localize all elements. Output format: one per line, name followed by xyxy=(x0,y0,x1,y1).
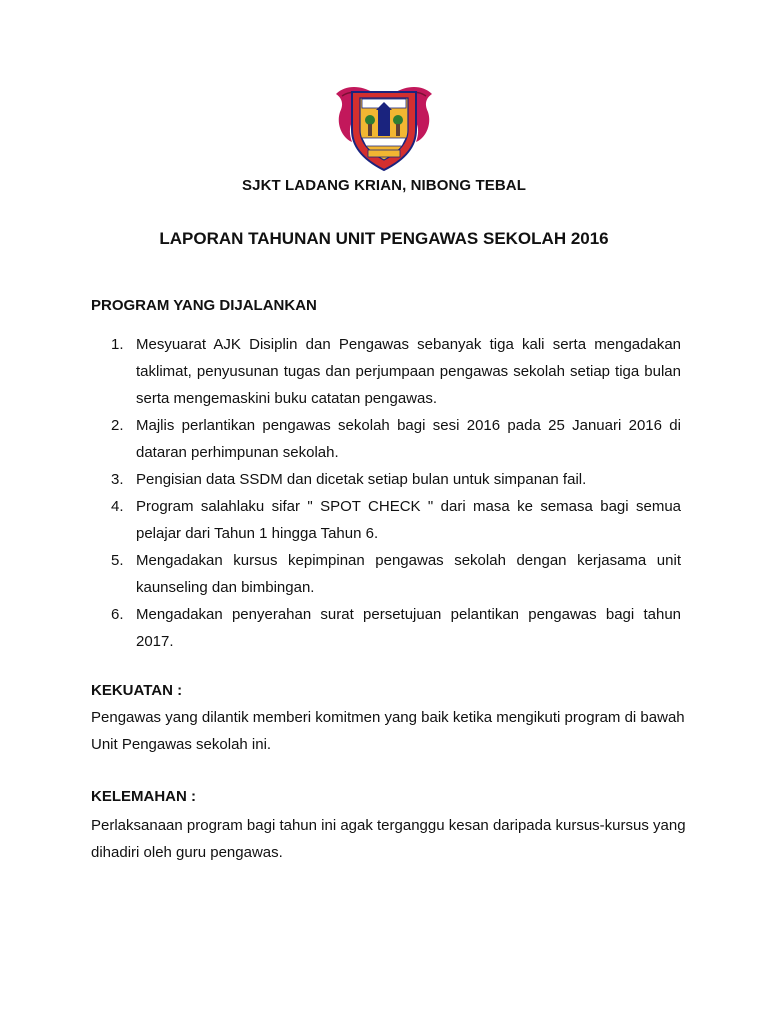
list-item xyxy=(91,466,681,493)
list-number: 6. xyxy=(111,606,124,623)
kelemahan-heading: KELEMAHAN : xyxy=(91,788,196,805)
kelemahan-text: Perlaksanaan program bagi tahun ini agak terganggu kesan daripada kursus-kursus yang dihadiri oleh guru pengawas. xyxy=(91,817,686,861)
list-item xyxy=(91,331,681,412)
list-item xyxy=(91,547,681,601)
list-item xyxy=(91,412,681,466)
report-title: LAPORAN TAHUNAN UNIT PENGAWAS SEKOLAH 2016 xyxy=(159,229,609,248)
list-item xyxy=(91,601,681,655)
list-text: Mengadakan penyerahan surat persetujuan pelantikan pengawas bagi tahun 2017. xyxy=(136,606,681,650)
list-text: Pengisian data SSDM dan dicetak setiap bulan untuk simpanan fail. xyxy=(136,471,587,488)
list-number: 2. xyxy=(111,417,124,434)
kekuatan-heading: KEKUATAN : xyxy=(91,682,183,699)
program-list xyxy=(91,331,681,655)
list-number: 1. xyxy=(111,336,124,353)
list-text: Majlis perlantikan pengawas sekolah bagi sesi 2016 pada 25 Januari 2016 di dataran perhimpunan sekolah. xyxy=(136,417,681,461)
list-text: Mengadakan kursus kepimpinan pengawas sekolah dengan kerjasama unit kaunseling dan bimbingan. xyxy=(136,552,681,596)
program-heading: PROGRAM YANG DIJALANKAN xyxy=(91,297,317,314)
school-crest-icon xyxy=(332,80,436,172)
list-text: Mesyuarat AJK Disiplin dan Pengawas sebanyak tiga kali serta mengadakan taklimat, penyusunan tugas dan perjumpaan pengawas sekolah setiap tiga bulan serta mengemaskini buku catatan pengawas. xyxy=(136,336,681,407)
list-text: Program salahlaku sifar " SPOT CHECK " dari masa ke semasa bagi semua pelajar dari Tahun 1 hingga Tahun 6. xyxy=(136,498,681,542)
list-number: 4. xyxy=(111,498,124,515)
kekuatan-text: Pengawas yang dilantik memberi komitmen yang baik ketika mengikuti program di bawah Unit Pengawas sekolah ini. xyxy=(91,709,685,753)
school-name: SJKT LADANG KRIAN, NIBONG TEBAL xyxy=(242,177,526,194)
list-number: 5. xyxy=(111,552,124,569)
list-item xyxy=(91,493,681,547)
list-number: 3. xyxy=(111,471,124,488)
